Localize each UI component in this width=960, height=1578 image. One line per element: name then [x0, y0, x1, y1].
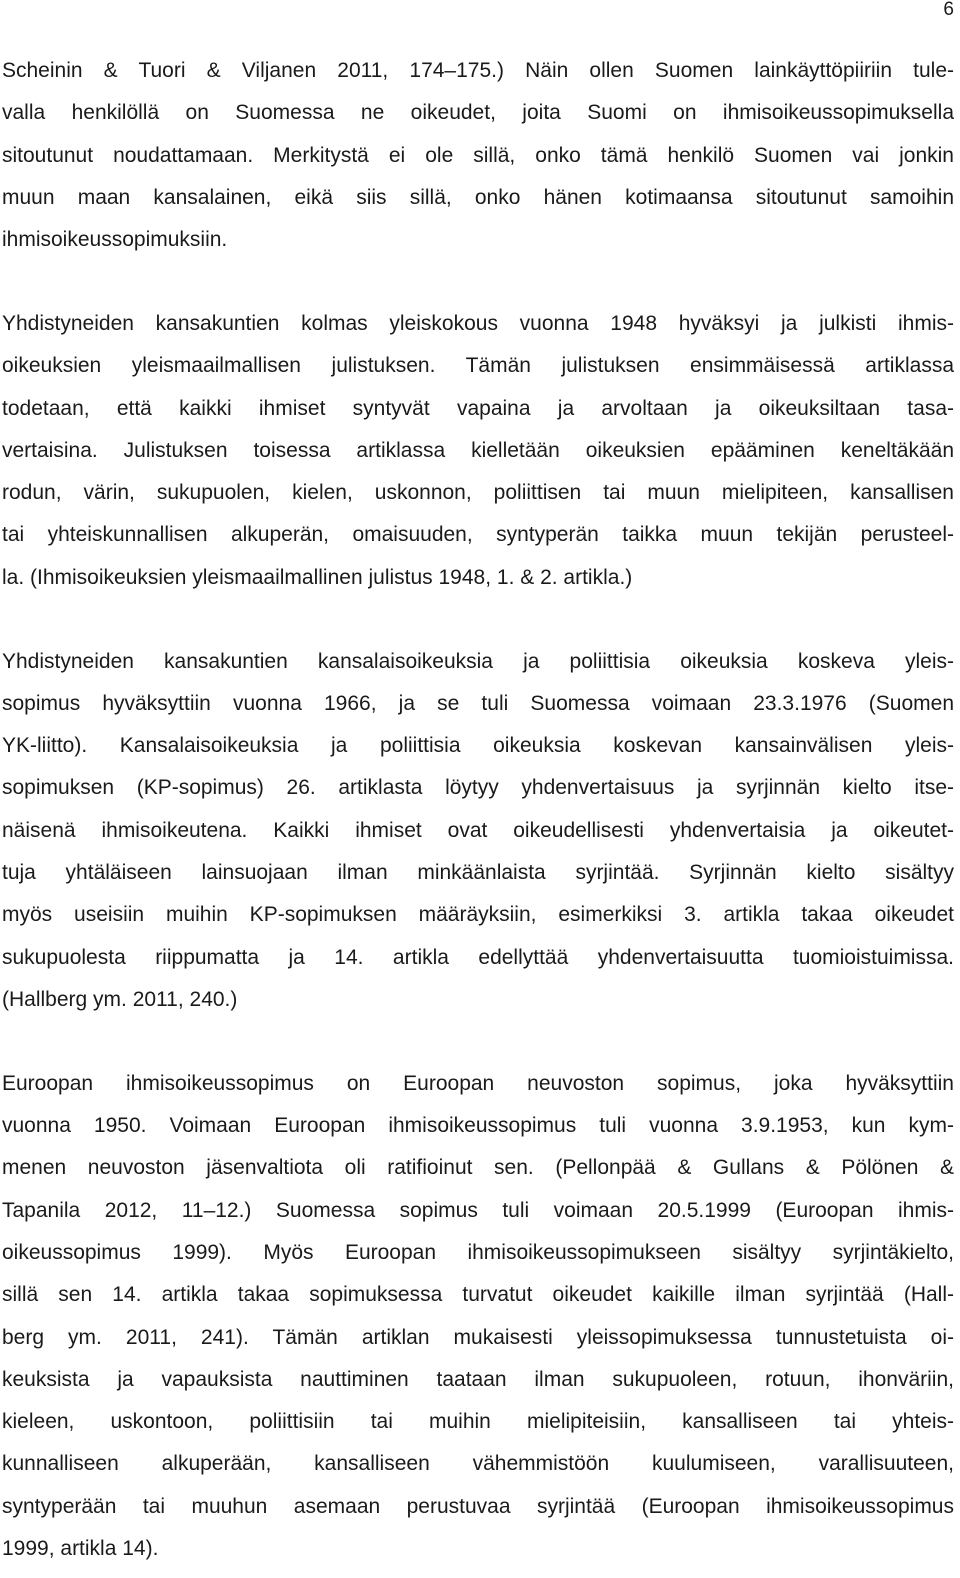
text-line: vuonna 1950. Voimaan Euroopan ihmisoikeussopimus tuli vuonna 3.9.1953, kun kym- [2, 1114, 954, 1138]
text-line: sopimus hyväksyttiin vuonna 1966, ja se tuli Suomessa voimaan 23.3.1976 (Suomen [2, 691, 954, 715]
text-line: oikeussopimus 1999). Myös Euroopan ihmisoikeussopimukseen sisältyy syrjintäkielto, [2, 1240, 954, 1264]
text-line: YK-liitto). Kansalaisoikeuksia ja poliittisia oikeuksia koskevan kansainvälisen yleis- [2, 734, 954, 758]
text-line: valla henkilöllä on Suomessa ne oikeudet, joita Suomi on ihmisoikeussopimuksella [2, 101, 954, 125]
paragraph-1 [2, 50, 954, 261]
text-line: la. (Ihmisoikeuksien yleismaailmallinen julistus 1948, 1. & 2. artikla.) [2, 565, 633, 589]
text-line: keuksista ja vapauksista nauttiminen taataan ilman sukupuoleen, rotuun, ihonväriin, [2, 1367, 954, 1391]
text-line: ihmisoikeussopimuksiin. [2, 228, 228, 252]
text-line: sukupuolesta riippumatta ja 14. artikla edellyttää yhdenvertaisuutta tuomioistuimissa. [2, 945, 954, 969]
text-line: (Hallberg ym. 2011, 240.) [2, 987, 238, 1011]
paragraph-2 [2, 303, 954, 599]
text-line: menen neuvoston jäsenvaltiota oli ratifioinut sen. (Pellonpää & Gullans & Pölönen & [2, 1156, 954, 1180]
text-line: sopimuksen (KP-sopimus) 26. artiklasta löytyy yhdenvertaisuus ja syrjinnän kielto itse- [2, 776, 954, 800]
text-line: myös useisiin muihin KP-sopimuksen määräyksiin, esimerkiksi 3. artikla takaa oikeudet [2, 903, 954, 927]
text-line: oikeuksien yleismaailmallisen julistuksen. Tämän julistuksen ensimmäisessä artiklassa [2, 354, 954, 378]
page-number: 6 [943, 0, 954, 20]
text-line: Scheinin & Tuori & Viljanen 2011, 174–175.) Näin ollen Suomen lainkäyttöpiiriin tule- [2, 59, 954, 82]
text-line: näisenä ihmisoikeutena. Kaikki ihmiset ovat oikeudellisesti yhdenvertaisia ja oikeutet- [2, 818, 954, 842]
text-line: todetaan, että kaikki ihmiset syntyvät vapaina ja arvoltaan ja oikeuksiltaan tasa- [2, 396, 954, 420]
paragraph-4 [2, 1063, 954, 1571]
text-line: rodun, värin, sukupuolen, kielen, uskonnon, poliittisen tai muun mielipiteen, kansallisen [2, 481, 954, 505]
text-line: 1999, artikla 14). [2, 1537, 159, 1560]
text-line: sitoutunut noudattamaan. Merkitystä ei ole sillä, onko tämä henkilö Suomen vai jonkin [2, 143, 954, 167]
body-text [2, 50, 954, 1570]
text-line: kunnalliseen alkuperään, kansalliseen vähemmistöön kuulumiseen, varallisuuteen, [2, 1452, 954, 1476]
text-line: syntyperään tai muuhun asemaan perustuvaa syrjintää (Euroopan ihmisoikeussopimus [2, 1494, 954, 1518]
text-line: berg ym. 2011, 241). Tämän artiklan mukaisesti yleissopimuksessa tunnustetuista oi- [2, 1325, 954, 1349]
paragraph-3 [2, 641, 954, 1022]
text-line: tuja yhtäläiseen lainsuojaan ilman minkäänlaista syrjintää. Syrjinnän kielto sisältyy [2, 861, 954, 885]
text-line: tai yhteiskunnallisen alkuperän, omaisuuden, syntyperän taikka muun tekijän perusteel- [2, 523, 954, 547]
text-line: sillä sen 14. artikla takaa sopimuksessa turvatut oikeudet kaikille ilman syrjintää (Hall- [2, 1283, 954, 1307]
text-line: Euroopan ihmisoikeussopimus on Euroopan neuvoston sopimus, joka hyväksyttiin [2, 1071, 954, 1095]
text-line: Yhdistyneiden kansakuntien kolmas yleiskokous vuonna 1948 hyväksyi ja julkisti ihmis- [2, 311, 954, 335]
text-line: Tapanila 2012, 11–12.) Suomessa sopimus tuli voimaan 20.5.1999 (Euroopan ihmis- [2, 1198, 954, 1222]
text-line: muun maan kansalainen, eikä siis sillä, onko hänen kotimaansa sitoutunut samoihin [2, 185, 954, 209]
text-line: vertaisina. Julistuksen toisessa artiklassa kielletään oikeuksien epääminen keneltäkään [2, 438, 954, 462]
text-line: Yhdistyneiden kansakuntien kansalaisoikeuksia ja poliittisia oikeuksia koskeva yleis- [2, 649, 954, 673]
text-line: kieleen, uskontoon, poliittisiin tai muihin mielipiteisiin, kansalliseen tai yhteis- [2, 1410, 954, 1434]
